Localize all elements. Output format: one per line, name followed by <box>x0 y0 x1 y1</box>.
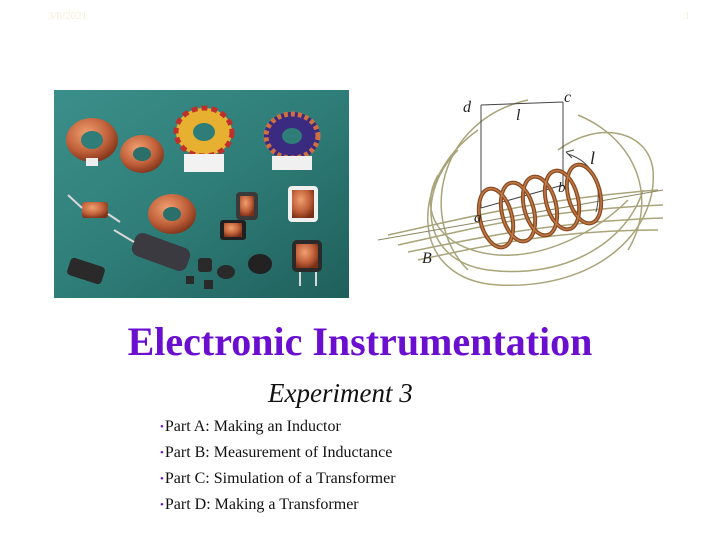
label-c: c <box>564 89 572 106</box>
part-a-text: Part A: Making an Inductor <box>164 418 341 435</box>
bullet-icon: • <box>160 421 164 433</box>
list-item <box>160 492 396 518</box>
slide-date: 3/8/2021 <box>48 10 88 22</box>
bullet-icon: • <box>160 447 164 459</box>
list-item <box>160 466 396 492</box>
slide-title: Electronic Instrumentation <box>127 319 593 364</box>
label-l-top: l <box>516 107 521 124</box>
label-B: B <box>422 250 432 267</box>
slide-subtitle: Experiment 3 <box>268 378 413 408</box>
part-b-text: Part B: Measurement of Inductance <box>164 444 393 461</box>
list-item <box>160 414 396 440</box>
label-b: b <box>558 180 566 196</box>
inductors-photo <box>54 90 349 298</box>
slide-page-number: 1 <box>684 10 690 22</box>
part-d-text: Part D: Making a Transformer <box>164 496 359 513</box>
part-c-text: Part C: Simulation of a Transformer <box>164 470 396 487</box>
label-l-right: l <box>590 148 596 168</box>
bullet-icon: • <box>160 473 164 485</box>
label-a: a <box>474 210 482 226</box>
list-item <box>160 440 396 466</box>
bullet-icon: • <box>160 499 164 511</box>
label-d: d <box>463 99 471 116</box>
parts-list <box>160 414 396 518</box>
solenoid-field-diagram <box>378 80 668 310</box>
